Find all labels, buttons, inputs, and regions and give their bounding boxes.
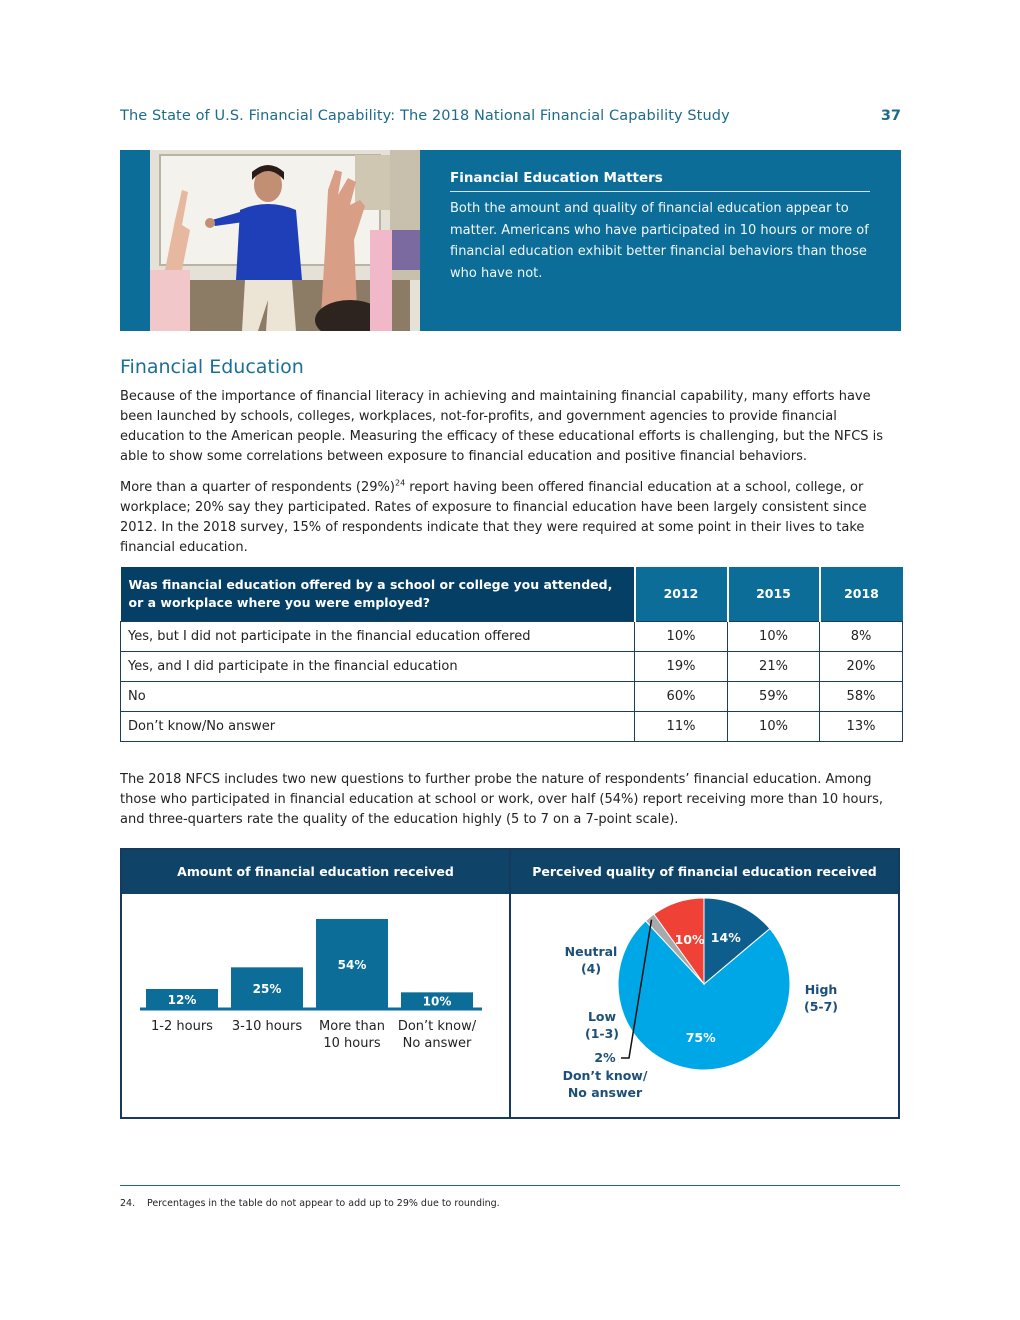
row-value: 58% [820,681,903,711]
pie-label-neutral: Neutral [564,944,618,959]
table-header-row [121,567,903,621]
bar-chart-title: Amount of financial education received [122,850,509,894]
bar-data-label: 25% [252,982,282,997]
bar-category-label: No answer [402,1036,472,1051]
section-heading: Financial Education [120,356,304,378]
row-value: 10% [728,711,820,741]
pie-slice-percent: 14% [710,930,741,946]
table-row [121,651,903,681]
page-number: 37 [880,108,901,124]
footnote-divider [120,1185,900,1186]
row-value: 21% [728,651,820,681]
footnote-number: 24. [120,1198,136,1209]
row-label: Don’t know/No answer [121,711,635,741]
bar-category-label: 10 hours [323,1036,381,1051]
pie-label-dont-know: Don’t know/ [562,1068,648,1083]
row-value: 8% [820,621,903,651]
row-value: 20% [820,651,903,681]
pie-label-low: Low [587,1009,617,1024]
row-label: No [121,681,635,711]
row-value: 11% [635,711,728,741]
row-value: 13% [820,711,903,741]
amount-education-figure [120,848,511,1119]
pie-chart [511,894,898,1117]
callout-body: Both the amount and quality of financial education appear to matter. Americans who have participated in 10 hours or more of financial education exhibit better financial behaviors than those who have not. [450,201,869,281]
row-label: Yes, but I did not participate in the financial education offered [121,621,635,651]
pie-slice-percent: 10% [674,931,705,947]
paragraph-exposure [120,478,905,558]
row-value: 10% [635,621,728,651]
paragraph-intro: Because of the importance of financial literacy in achieving and maintaining financial capability, many efforts have been launched by schools, colleges, workplaces, not-for-profits, and government agencies to provide financial education to the American people. Measuring the efficacy of these educational efforts is challenging, but the NFCS is able to show some correlations between exposure to financial education and positive financial behaviors. [120,389,884,464]
pie-label-dont-know: No answer [567,1085,643,1100]
financial-education-offered-table [120,567,903,742]
footnote [120,1198,500,1209]
pie-label-low: (1-3) [584,1026,620,1041]
paragraph-exposure-start: More than a quarter of respondents (29%) [120,480,395,495]
bar-category-label: Don’t know/ [397,1019,477,1034]
table-row [121,621,903,651]
bar-data-label: 54% [337,958,367,972]
classroom-photo [120,150,420,331]
bar-category-label: 3-10 hours [231,1019,303,1034]
pie-slice-percent: 75% [685,1030,716,1046]
row-value: 10% [728,621,820,651]
pie-chart-title: Perceived quality of financial education received [511,850,898,894]
table-row [121,711,903,741]
pie-label-neutral: (4) [580,961,602,976]
table-year-header: 2018 [820,567,903,621]
quality-education-figure [509,848,900,1119]
row-value: 59% [728,681,820,711]
callout-title: Financial Education Matters [450,170,870,192]
bar-data-label: 12% [167,993,197,1007]
pie-label-high: High [804,982,838,997]
footnote-reference: 24 [394,478,406,488]
bar-category-label: 1-2 hours [151,1019,213,1034]
bar-chart [122,894,509,1117]
callout-banner [120,150,901,331]
pie-label-high: (5-7) [803,999,839,1014]
paragraph-new-questions: The 2018 NFCS includes two new questions to further probe the nature of respondents’ financial education. Among those who participated in financial education at school or work, over half (54%) report receiving more than 10 hours, and three-quarters rate the quality of the education highly (5 to 7 on a 7-point scale). [120,772,884,827]
table-row [121,681,903,711]
paragraph-exposure-rest: report having been offered financial education at a school, college, or workplace; 20% say they participated. Rates of exposure to financial education have been largely consistent since 2012. In the 2018 survey, 15% of respondents indicate that they were required at some point in their lives to take financial education. [120,480,867,555]
table-question-header: Was financial education offered by a school or college you attended, or a workplace where you were employed? [121,567,635,621]
table-year-header: 2015 [728,567,820,621]
bar-category-label: More than [319,1019,385,1034]
footnote-text: Percentages in the table do not appear to add up to 29% due to rounding. [147,1198,500,1209]
row-value: 19% [635,651,728,681]
running-header-title: The State of U.S. Financial Capability: The 2018 National Financial Capability Study [120,108,730,124]
row-label: Yes, and I did participate in the financial education [121,651,635,681]
pie-label-dont-know: 2% [594,1050,616,1065]
table-year-header: 2012 [635,567,728,621]
bar-data-label: 10% [422,994,452,1009]
row-value: 60% [635,681,728,711]
